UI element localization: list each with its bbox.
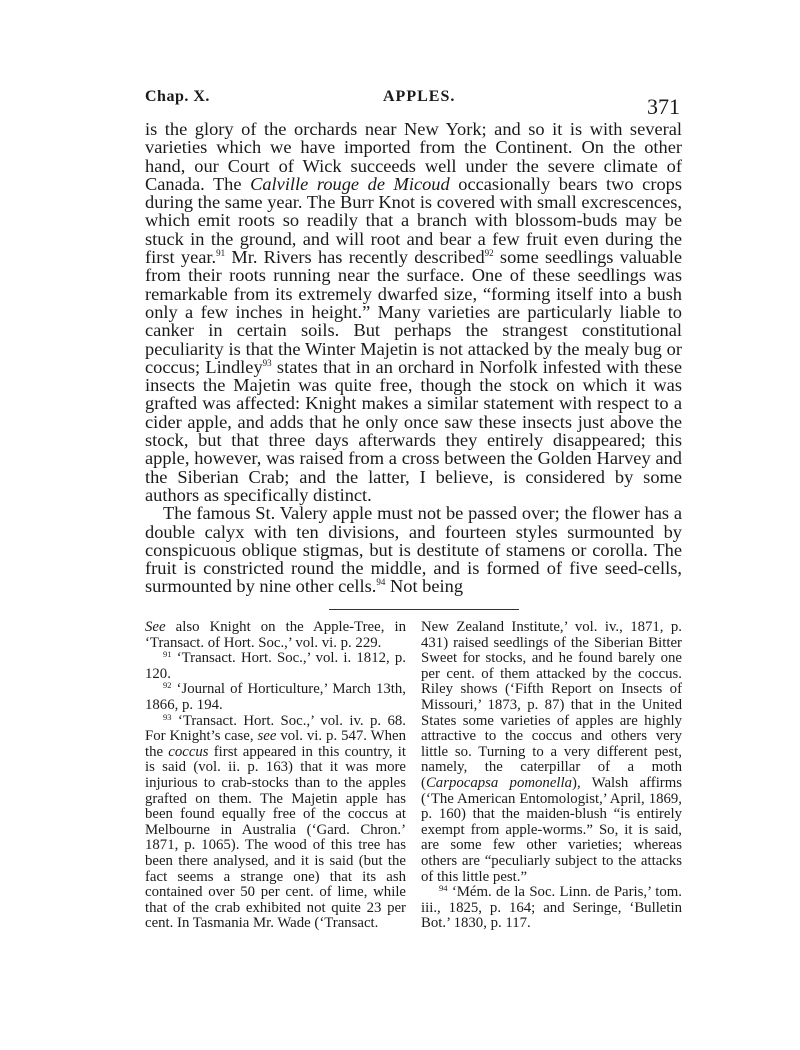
paragraph-2	[145, 504, 682, 595]
italic-run: see	[257, 728, 277, 745]
text-run: is the glory of the orchards near New York; and so it is with several varieties which we have imported from the Continent. On the other hand, our Court of Wick succeeds well under the severe climate of Canada. The	[145, 119, 682, 194]
footnote-ref-91: 91	[216, 248, 226, 259]
chapter-label: Chap. X.	[145, 88, 210, 105]
text-run: occasionally bears two crops during the same year. The Burr Knot is covered with small excrescences, which emit roots so readily that a branch with blossom-buds may be stuck in the ground, and will root and bear a few fruit even during the first year.	[145, 173, 683, 268]
text-run: states that in an orchard in Norfolk infested with these insects the Majetin was quite free, though the stock on which it was grafted was affected: Knight makes a similar statement with respect to a cider apple, and adds that he only once saw these insects just above the stock, but that three days afterwards they entirely disappeared; this apple, however, was raised from a cross between the Golden Harvey and the Siberian Crab; and the latter, I believe, is considered by some authors as specifically distinct.	[145, 356, 682, 505]
text-run: The famous St. Valery apple must not be passed over; the flower has a double calyx with ten divisions, and fourteen styles surmounted by conspicuous oblique stigmas, but is destitute of stamens or corolla. The fruit is constricted round the middle, and is formed of five seed-cells, surmounted by nine other cells.	[145, 503, 682, 597]
text-run: Not being	[385, 576, 464, 597]
footnote-94	[421, 885, 682, 932]
running-header	[145, 88, 682, 118]
text-run: ), Walsh affirms (‘The American Entomologist,’ April, 1869, p. 160) that the maiden-blush “is entirely exempt from apple-worms.” So, it is said, are some few other varieties; whereas others are “peculiarly subject to the attacks of this little pest.”	[421, 774, 683, 885]
text-run: New Zealand Institute,’ vol. iv., 1871, p. 431) raised seedlings of the Siberian Bitter Sweet for stocks, and he found barely one per cent. of them attacked by the coccus. Riley shows (‘Fifth Report on Insects of Missouri,’ 1873, p. 87) that in the United States some varieties of apples are highly attractive to the coccus and others very little so. Turning to a very different pest, namely, the caterpillar of a moth (	[421, 619, 682, 791]
text-run: vol. vi. p. 547. When the	[145, 728, 406, 760]
italic-run: Carpocapsa pomonella	[425, 774, 573, 791]
paragraph-1	[145, 120, 682, 504]
italic-run: See	[145, 619, 166, 635]
text-run: Mr. Rivers has recently described	[225, 247, 485, 268]
text-run: also Knight on the Apple-Tree, in ‘Transact. of Hort. Soc.,’ vol. vi. p. 229.	[145, 619, 406, 651]
text-run: ‘Journal of Horticulture,’ March 13th, 1866, p. 194.	[145, 681, 406, 713]
running-title: APPLES.	[383, 88, 456, 105]
footnote-column-left	[145, 620, 406, 932]
footnote-91	[145, 651, 406, 682]
footnote-number: 94	[439, 883, 448, 894]
italic-run: coccus	[168, 743, 209, 760]
italic-run: Calville rouge de Micoud	[250, 173, 450, 194]
footnote-number: 92	[163, 680, 172, 691]
footnote-continuation	[145, 620, 406, 651]
main-text	[145, 120, 682, 596]
footnote-divider	[329, 609, 519, 610]
footnote-93	[145, 711, 406, 932]
text-run: first appeared in this country, it is said (vol. ii. p. 163) that it was more injurious to crab-stocks than to the apples grafted on them. The Majetin apple has been found equally free of the coccus at Melbourne in Australia (‘Gard. Chron.’ 1871, p. 1065). The wood of this tree has been there analysed, and it is said (but the fact seems a strange one) that its ash contained over 50 per cent. of lime, while that of the crab exhibited not quite 23 per cent. In Tasmania Mr. Wade (‘Transact.	[145, 743, 406, 932]
text-run: ‘Transact. Hort. Soc.,’ vol. iv. p. 68. For Knight’s case,	[145, 712, 406, 745]
page-number: 371	[647, 94, 680, 119]
text-run: ‘Transact. Hort. Soc.,’ vol. i. 1812, p. 120.	[145, 650, 406, 682]
footnotes	[145, 620, 682, 932]
footnote-column-right	[421, 620, 682, 932]
footnote-ref-93: 93	[262, 357, 272, 368]
footnote-number: 93	[163, 711, 172, 722]
footnote-92	[145, 682, 406, 713]
text-run: some seedlings valuable from their roots running near the surface. One of these seedlings was remarkable from its extremely dwarfed size, “forming itself into a bush only a few inches in height.” Many varieties are particularly liable to canker in certain soils. But perhaps the strangest constitutional peculiarity is that the Winter Majetin is not attacked by the mealy bug or coccus; Lindley	[145, 247, 682, 377]
text-run: ‘Mém. de la Soc. Linn. de Paris,’ tom. iii., 1825, p. 164; and Seringe, ‘Bulletin Bot.’ 1830, p. 117.	[421, 884, 682, 932]
footnote-ref-92: 92	[484, 248, 494, 259]
footnote-ref-94: 94	[376, 577, 386, 588]
footnote-number: 91	[163, 649, 172, 660]
footnote-continuation	[421, 620, 682, 885]
